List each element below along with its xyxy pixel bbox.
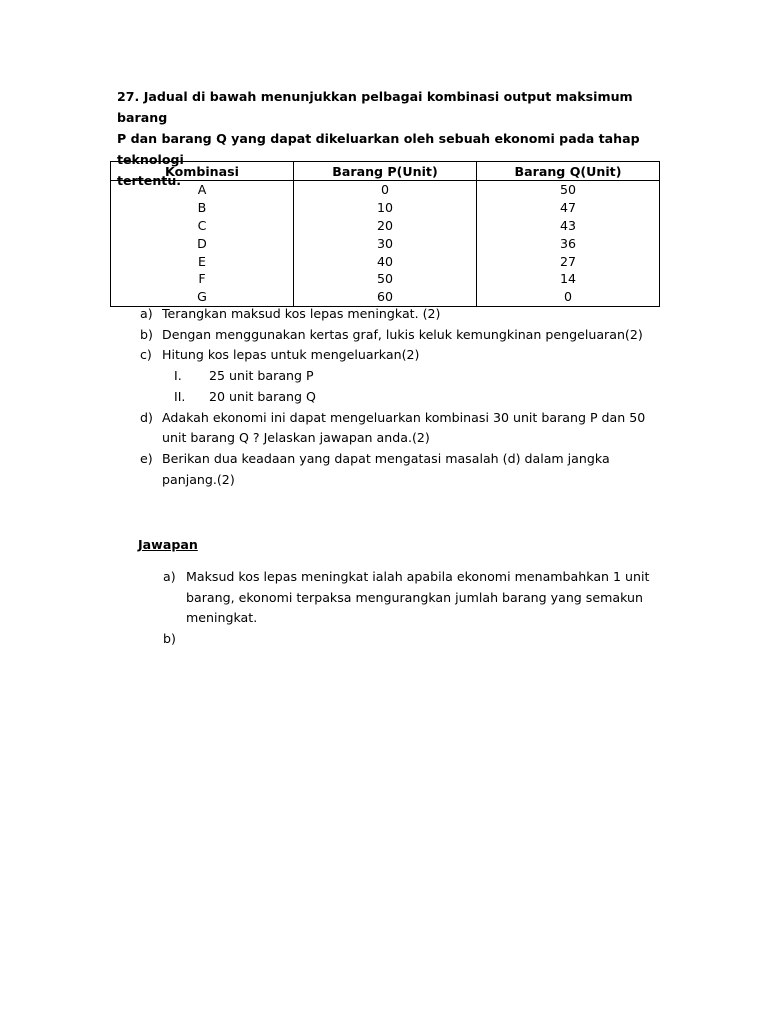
- table-row: [111, 217, 660, 235]
- subpart-text: 20 unit barang Q: [209, 388, 316, 404]
- table-row: [111, 199, 660, 217]
- answer-part-b: [163, 629, 653, 650]
- part-text: Hitung kos lepas untuk mengeluarkan(2): [162, 347, 420, 363]
- part-text: Dengan menggunakan kertas graf, lukis keluk kemungkinan pengeluaran(2): [162, 326, 643, 342]
- part-marker: a): [140, 306, 153, 321]
- subpart-text: 25 unit barang P: [209, 368, 314, 384]
- part-marker-spacer: [140, 470, 162, 491]
- column-header-barang-q: Barang Q(Unit): [477, 162, 660, 181]
- part-marker: d): [140, 409, 153, 425]
- part-text: unit barang Q ? Jelaskan jawapan anda.(2): [162, 430, 430, 446]
- table-cell: 43: [477, 217, 660, 235]
- question-line: tertentu.: [117, 173, 182, 188]
- table-cell: G: [111, 288, 294, 306]
- table-cell: A: [111, 181, 294, 199]
- column-header-kombinasi: Kombinasi: [111, 162, 294, 181]
- question-line: P dan barang Q yang dapat dikeluarkan oleh sebuah ekonomi pada tahap teknologi: [117, 131, 640, 167]
- answer-marker: a): [163, 569, 176, 584]
- part-marker: b): [140, 326, 153, 342]
- question-part-c: [140, 345, 660, 366]
- answer-section: [163, 567, 653, 650]
- table-cell: C: [111, 217, 294, 235]
- table-cell: 10: [294, 199, 477, 217]
- question-part-e-continued: [140, 470, 660, 491]
- table-cell: 36: [477, 234, 660, 252]
- subpart-marker: I.: [174, 368, 182, 384]
- subpart-marker: II.: [174, 388, 186, 404]
- table-cell: 40: [294, 252, 477, 270]
- answer-text: [186, 629, 653, 650]
- part-text: Berikan dua keadaan yang dapat mengatasi masalah (d) dalam jangka: [162, 450, 610, 466]
- table-cell: 30: [294, 234, 477, 252]
- part-marker-spacer: [140, 428, 162, 449]
- answer-text: meningkat.: [186, 610, 258, 626]
- table-header-row: [111, 162, 660, 181]
- part-text: Terangkan maksud kos lepas meningkat. (2): [162, 306, 441, 321]
- answer-part-a-continued: [163, 608, 653, 629]
- column-header-barang-p: Barang P(Unit): [294, 162, 477, 181]
- answer-marker: b): [163, 631, 176, 647]
- question-part-e: [140, 449, 660, 470]
- part-marker: c): [140, 347, 152, 363]
- table-cell: 14: [477, 270, 660, 288]
- answer-part-a: [163, 567, 653, 588]
- table-cell: 27: [477, 252, 660, 270]
- part-text: Adakah ekonomi ini dapat mengeluarkan kombinasi 30 unit barang P dan 50: [162, 409, 646, 425]
- table-cell: E: [111, 252, 294, 270]
- table-row: [111, 252, 660, 270]
- part-marker: e): [140, 450, 153, 466]
- table-cell: B: [111, 199, 294, 217]
- combination-table: [110, 161, 660, 307]
- answer-marker-spacer: [163, 588, 186, 609]
- table-cell: 50: [294, 270, 477, 288]
- table-cell: 0: [477, 288, 660, 306]
- table-cell: 60: [294, 288, 477, 306]
- table-row: [111, 270, 660, 288]
- answer-text: barang, ekonomi terpaksa mengurangkan jumlah barang yang semakun: [186, 589, 643, 605]
- part-text: panjang.(2): [162, 471, 235, 487]
- table-row: [111, 234, 660, 252]
- table-cell: 47: [477, 199, 660, 217]
- question-part-a: [140, 304, 660, 325]
- question-parts: [140, 304, 660, 490]
- question-line: 27. Jadual di bawah menunjukkan pelbagai kombinasi output maksimum barang: [117, 89, 633, 125]
- answer-marker-spacer: [163, 608, 186, 629]
- question-subpart-ii: [140, 387, 660, 408]
- table-cell: F: [111, 270, 294, 288]
- table-cell: 20: [294, 217, 477, 235]
- question-part-b: [140, 325, 660, 346]
- table-row: [111, 181, 660, 199]
- question-subpart-i: [140, 366, 660, 387]
- question-part-d: [140, 408, 660, 429]
- table-cell: D: [111, 234, 294, 252]
- answer-part-a-continued: [163, 588, 653, 609]
- answer-text: Maksud kos lepas meningkat ialah apabila ekonomi menambahkan 1 unit: [186, 569, 650, 584]
- table-cell: 0: [294, 181, 477, 199]
- table-cell: 50: [477, 181, 660, 199]
- answer-heading: Jawapan: [138, 537, 198, 552]
- question-part-d-continued: [140, 428, 660, 449]
